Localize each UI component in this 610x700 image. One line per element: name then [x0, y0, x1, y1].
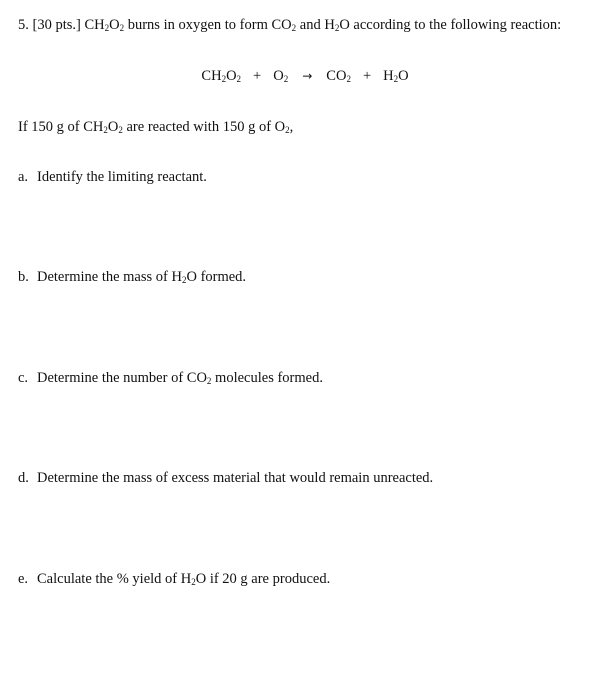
question-text: Determine the number of CO [37, 370, 207, 386]
subscript: 2 [181, 275, 187, 285]
question-text: O if 20 g are produced. [195, 571, 331, 587]
formula-part: O [226, 68, 237, 84]
subscript: 2 [334, 23, 340, 33]
subscript: 2 [118, 125, 123, 135]
subscript: 2 [221, 74, 227, 84]
problem-text: O according to the following reaction: [339, 17, 562, 33]
condition-text: are reacted with 150 g of O [122, 119, 286, 135]
question-a [18, 168, 207, 186]
question-c [18, 369, 323, 387]
subscript: 2 [119, 23, 125, 33]
chemical-equation [0, 67, 610, 85]
plus-sign: + [362, 68, 372, 84]
problem-statement [18, 16, 561, 34]
question-label: d. [18, 470, 29, 486]
subscript: 2 [191, 577, 196, 587]
question-b [18, 268, 246, 286]
condition-text: If 150 g of CH [18, 119, 104, 135]
question-text: Calculate the % yield of H [37, 571, 192, 587]
formula-part: O [273, 68, 284, 84]
plus-sign: + [253, 68, 262, 84]
reactant-ch2o2 [201, 67, 241, 85]
question-label: b. [18, 269, 29, 285]
subscript: 2 [206, 376, 212, 386]
question-e [18, 570, 330, 588]
reaction-arrow-icon: → [302, 69, 313, 83]
subscript: 2 [291, 23, 297, 33]
question-label: a. [18, 169, 29, 185]
formula-part: O [398, 68, 409, 84]
product-h2o [383, 67, 408, 85]
problem-text: and H [296, 17, 335, 33]
formula-part: CO [326, 68, 347, 84]
problem-text: 5. [30 pts.] CH [18, 17, 105, 33]
product-co2 [326, 67, 351, 85]
question-text: O formed. [186, 269, 247, 285]
subscript: 2 [285, 125, 290, 135]
problem-text: burns in oxygen to form CO [124, 17, 292, 33]
subscript: 2 [346, 74, 351, 84]
formula-part: CH [201, 68, 222, 84]
question-text: Identify the limiting reactant. [37, 169, 207, 185]
condition-statement [18, 118, 293, 136]
question-d [18, 469, 433, 487]
question-text: Determine the mass of H [37, 269, 182, 285]
reactant-o2 [273, 67, 288, 85]
question-text: Determine the mass of excess material that would remain unreacted. [37, 470, 434, 486]
question-label: e. [18, 571, 29, 587]
condition-text: , [289, 119, 294, 135]
question-label: c. [18, 370, 29, 386]
question-text: molecules formed. [211, 370, 323, 386]
subscript: 2 [393, 74, 399, 84]
condition-text: O [107, 119, 119, 135]
formula-part: H [383, 68, 394, 84]
problem-text: O [109, 17, 120, 33]
subscript: 2 [103, 125, 108, 135]
subscript: 2 [104, 23, 110, 33]
subscript: 2 [236, 74, 242, 84]
subscript: 2 [283, 74, 289, 84]
